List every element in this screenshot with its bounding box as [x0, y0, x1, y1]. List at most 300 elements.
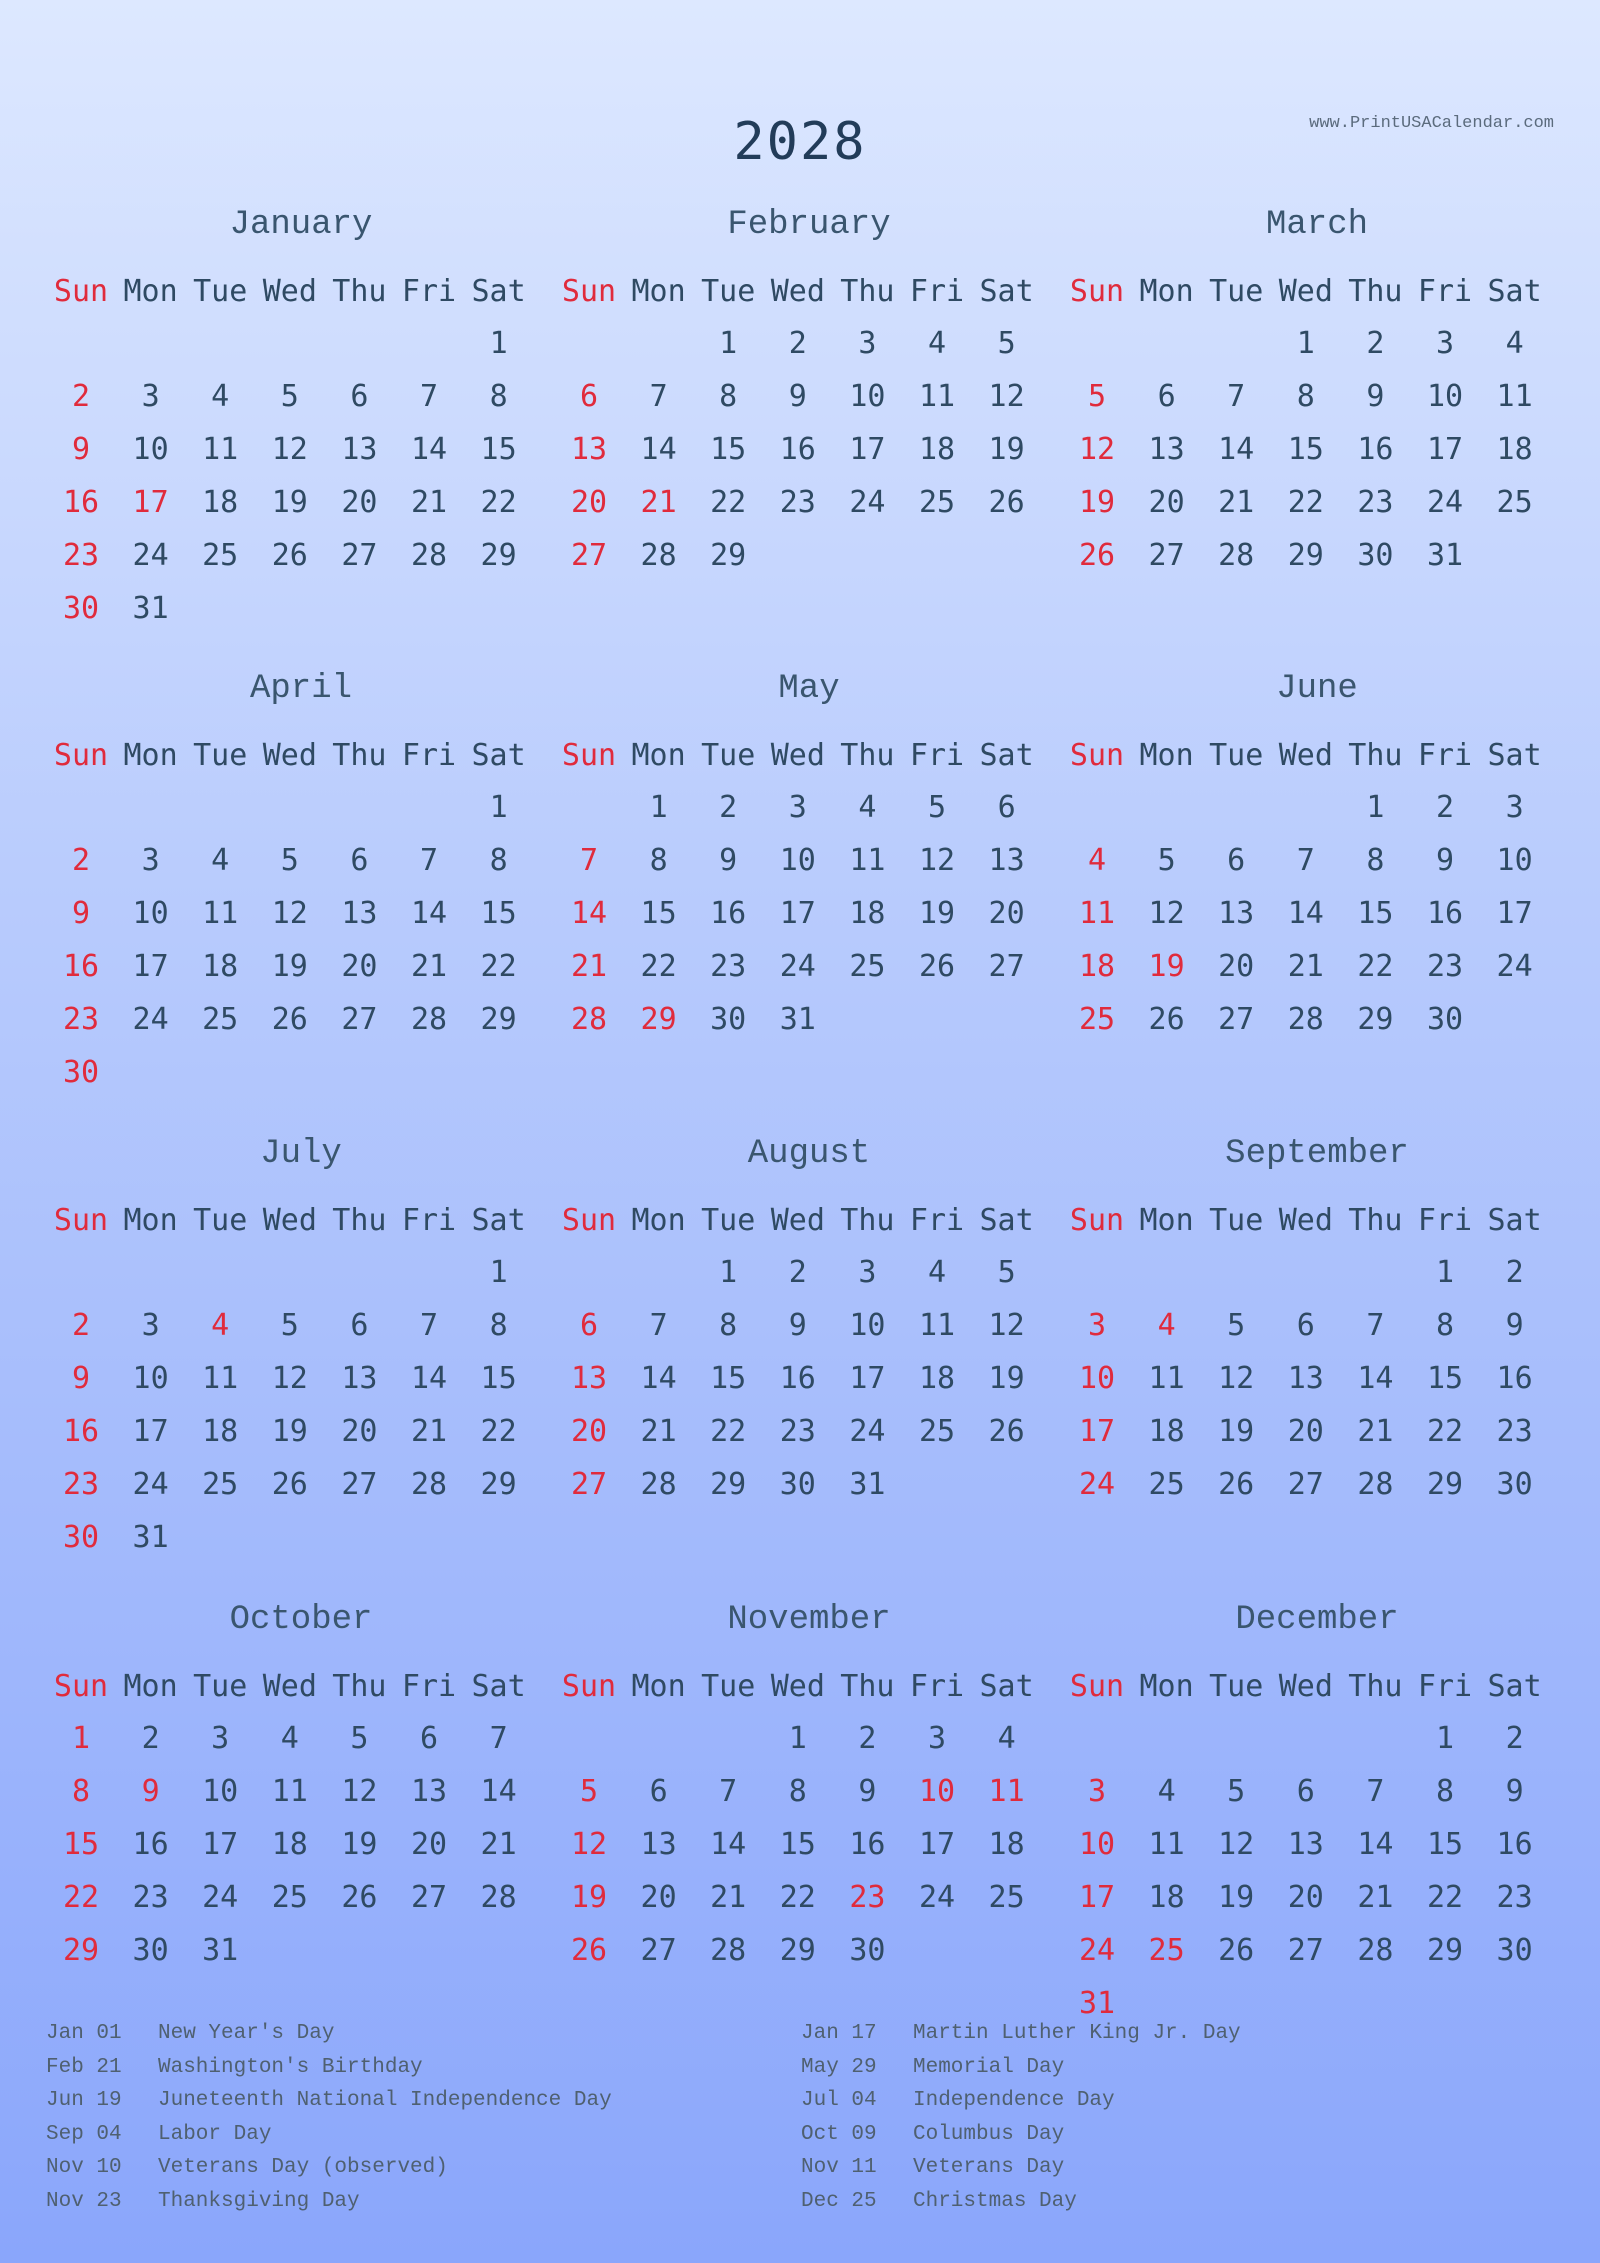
day-cell: 2 — [71, 843, 91, 878]
day-cell: 30 — [779, 1467, 816, 1502]
day-cell: 27 — [1287, 1467, 1324, 1502]
day-cell: 10 — [918, 1774, 956, 1809]
day-cell: 4 — [211, 1308, 230, 1343]
day-cell: 7 — [649, 1308, 668, 1343]
day-cell: 1 — [649, 790, 668, 825]
day-cell: 28 — [710, 1933, 747, 1968]
day-cell: 15 — [640, 896, 677, 931]
day-cell: 11 — [1148, 1361, 1185, 1396]
day-cell: 24 — [849, 1414, 886, 1449]
holiday-date: Jun 19 — [46, 2089, 122, 2113]
day-cell: 20 — [410, 1827, 448, 1862]
day-cell: 23 — [779, 1414, 816, 1449]
day-cell: 12 — [271, 432, 308, 467]
holiday-item — [46, 2089, 612, 2112]
weekday-header: Tue — [701, 738, 756, 773]
day-cell: 15 — [1426, 1827, 1464, 1862]
weekday-header: Mon — [1139, 1669, 1194, 1704]
day-cell: 29 — [480, 1002, 517, 1037]
month-name: August — [747, 1135, 871, 1173]
day-cell: 7 — [1227, 379, 1246, 414]
day-cell: 27 — [341, 1002, 378, 1037]
day-cell: 3 — [858, 1255, 877, 1290]
day-cell: 31 — [849, 1467, 886, 1502]
weekday-header: Sat — [1487, 1669, 1542, 1704]
day-cell: 17 — [1426, 432, 1464, 467]
weekday-header: Sun — [53, 1203, 109, 1238]
day-cell: 26 — [988, 1414, 1025, 1449]
day-cell: 7 — [1366, 1774, 1385, 1809]
day-cell: 16 — [779, 1361, 816, 1396]
day-cell: 18 — [1078, 949, 1116, 984]
day-cell: 16 — [849, 1827, 886, 1862]
day-cell: 24 — [1078, 1467, 1116, 1502]
day-cell: 25 — [1148, 1467, 1185, 1502]
weekday-header: Sat — [471, 1669, 526, 1704]
day-cell: 20 — [341, 485, 378, 520]
day-cell: 27 — [988, 949, 1025, 984]
day-cell: 11 — [918, 1308, 956, 1343]
holiday-date: Nov 11 — [801, 2156, 877, 2180]
day-cell: 24 — [1496, 949, 1533, 984]
day-cell: 13 — [341, 432, 378, 467]
day-cell: 19 — [271, 949, 308, 984]
day-cell: 3 — [1435, 326, 1455, 361]
day-cell: 23 — [132, 1880, 169, 1915]
day-cell: 3 — [927, 1721, 947, 1756]
day-cell: 3 — [141, 1308, 160, 1343]
weekday-header: Fri — [909, 274, 965, 309]
day-cell: 8 — [719, 379, 738, 414]
day-cell: 22 — [1357, 949, 1394, 984]
weekday-header: Sat — [1487, 274, 1542, 309]
day-cell: 27 — [341, 538, 378, 573]
weekday-header: Sat — [979, 738, 1034, 773]
day-cell: 10 — [849, 1308, 886, 1343]
holiday-name: Juneteenth National Independence Day — [158, 2089, 612, 2113]
day-cell: 10 — [1426, 379, 1464, 414]
day-cell: 28 — [1287, 1002, 1324, 1037]
day-cell: 1 — [71, 1721, 91, 1756]
day-cell: 7 — [719, 1774, 738, 1809]
day-cell: 1 — [719, 326, 738, 361]
day-cell: 22 — [480, 949, 517, 984]
day-cell: 6 — [1227, 843, 1246, 878]
day-cell: 22 — [480, 485, 517, 520]
holiday-date: Jan 17 — [801, 2022, 877, 2045]
day-cell: 25 — [1078, 1002, 1116, 1037]
day-cell: 25 — [849, 949, 886, 984]
day-cell: 26 — [570, 1933, 608, 1968]
day-cell: 19 — [1218, 1414, 1255, 1449]
day-cell: 11 — [1078, 896, 1116, 931]
day-cell: 29 — [710, 538, 747, 573]
day-cell: 19 — [1078, 485, 1116, 520]
weekday-header: Fri — [909, 1669, 965, 1704]
day-cell: 31 — [132, 591, 169, 626]
day-cell: 2 — [858, 1721, 877, 1756]
day-cell: 18 — [849, 896, 886, 931]
day-cell: 19 — [271, 1414, 308, 1449]
day-cell: 24 — [132, 538, 169, 573]
day-cell: 21 — [710, 1880, 747, 1915]
month-name: September — [1225, 1135, 1409, 1173]
day-cell: 28 — [410, 1002, 448, 1037]
day-cell: 8 — [1366, 843, 1385, 878]
day-cell: 26 — [1218, 1933, 1255, 1968]
day-cell: 6 — [997, 790, 1016, 825]
day-cell: 18 — [918, 432, 956, 467]
weekday-header: Thu — [840, 738, 895, 773]
day-cell: 25 — [1148, 1933, 1185, 1968]
day-cell: 17 — [132, 949, 169, 984]
weekday-header: Sun — [1069, 274, 1125, 309]
day-cell: 5 — [1087, 379, 1107, 414]
day-cell: 9 — [71, 896, 91, 931]
holiday-item — [46, 2156, 448, 2179]
day-cell: 11 — [849, 843, 886, 878]
day-cell: 8 — [489, 1308, 508, 1343]
day-cell: 8 — [489, 843, 508, 878]
day-cell: 20 — [1287, 1414, 1324, 1449]
day-cell: 10 — [1496, 843, 1533, 878]
day-cell: 21 — [1218, 485, 1255, 520]
weekday-header: Mon — [631, 274, 686, 309]
day-cell: 12 — [988, 1308, 1025, 1343]
day-cell: 26 — [1218, 1467, 1255, 1502]
weekday-header: Fri — [1417, 1203, 1473, 1238]
day-cell: 28 — [1357, 1467, 1394, 1502]
day-cell: 1 — [489, 326, 508, 361]
day-cell: 23 — [779, 485, 816, 520]
weekday-header: Wed — [262, 1669, 317, 1704]
day-cell: 22 — [640, 949, 677, 984]
day-cell: 14 — [410, 1361, 448, 1396]
day-cell: 14 — [410, 896, 448, 931]
day-cell: 7 — [1366, 1308, 1385, 1343]
day-cell: 14 — [640, 1361, 677, 1396]
day-cell: 31 — [202, 1933, 239, 1968]
day-cell: 7 — [579, 843, 599, 878]
day-cell: 24 — [918, 1880, 956, 1915]
weekday-header: Wed — [262, 1203, 317, 1238]
day-cell: 19 — [988, 1361, 1025, 1396]
day-cell: 12 — [1078, 432, 1116, 467]
holiday-item — [46, 2022, 334, 2045]
day-cell: 18 — [202, 1414, 239, 1449]
month-name: December — [1235, 1601, 1399, 1639]
weekday-header: Fri — [1417, 274, 1473, 309]
day-cell: 13 — [1287, 1827, 1324, 1862]
day-cell: 6 — [649, 1774, 668, 1809]
weekday-header: Sat — [979, 1669, 1034, 1704]
day-cell: 9 — [1435, 843, 1455, 878]
day-cell: 24 — [849, 485, 886, 520]
day-cell: 15 — [1287, 432, 1324, 467]
day-cell: 30 — [62, 1520, 100, 1555]
day-cell: 30 — [1357, 538, 1394, 573]
day-cell: 14 — [410, 432, 448, 467]
day-cell: 17 — [1496, 896, 1533, 931]
day-cell: 14 — [570, 896, 608, 931]
day-cell: 11 — [271, 1774, 308, 1809]
day-cell: 17 — [132, 1414, 169, 1449]
day-cell: 16 — [1496, 1361, 1533, 1396]
day-cell: 29 — [640, 1002, 677, 1037]
day-cell: 12 — [1218, 1361, 1255, 1396]
weekday-header: Sat — [979, 274, 1034, 309]
day-cell: 9 — [141, 1774, 160, 1809]
weekday-header: Sun — [561, 1203, 617, 1238]
day-cell: 27 — [640, 1933, 677, 1968]
day-cell: 20 — [1148, 485, 1185, 520]
holiday-item — [46, 2056, 423, 2079]
day-cell: 15 — [480, 896, 517, 931]
holiday-item — [801, 2056, 1064, 2079]
holiday-name: Independence Day — [913, 2089, 1115, 2113]
month-name: May — [778, 670, 840, 708]
weekday-header: Wed — [262, 738, 317, 773]
day-cell: 23 — [62, 538, 100, 573]
day-cell: 18 — [1148, 1880, 1185, 1915]
day-cell: 25 — [202, 1467, 239, 1502]
day-cell: 27 — [341, 1467, 378, 1502]
day-cell: 5 — [280, 379, 299, 414]
weekday-header: Thu — [332, 274, 387, 309]
day-cell: 11 — [202, 896, 239, 931]
month-name: November — [727, 1601, 891, 1639]
day-cell: 18 — [202, 949, 239, 984]
day-cell: 24 — [779, 949, 816, 984]
day-cell: 21 — [1357, 1880, 1394, 1915]
day-cell: 1 — [719, 1255, 738, 1290]
day-cell: 26 — [341, 1880, 378, 1915]
day-cell: 29 — [1357, 1002, 1394, 1037]
day-cell: 29 — [710, 1467, 747, 1502]
day-cell: 18 — [988, 1827, 1025, 1862]
month-name: April — [249, 670, 353, 708]
day-cell: 5 — [1157, 843, 1176, 878]
day-cell: 14 — [640, 432, 677, 467]
day-cell: 21 — [1357, 1414, 1394, 1449]
weekday-header: Sun — [1069, 738, 1125, 773]
day-cell: 23 — [1496, 1414, 1533, 1449]
weekday-header: Thu — [332, 738, 387, 773]
day-cell: 4 — [1157, 1774, 1176, 1809]
holiday-date: May 29 — [801, 2055, 877, 2079]
day-cell: 6 — [579, 1308, 599, 1343]
weekday-header: Fri — [401, 274, 457, 309]
day-cell: 13 — [640, 1827, 677, 1862]
weekday-header: Sat — [471, 738, 526, 773]
day-cell: 13 — [988, 843, 1025, 878]
day-cell: 20 — [341, 1414, 378, 1449]
weekday-header: Tue — [1209, 1203, 1264, 1238]
day-cell: 16 — [1496, 1827, 1533, 1862]
day-cell: 12 — [271, 1361, 308, 1396]
day-cell: 28 — [480, 1880, 517, 1915]
day-cell: 21 — [1287, 949, 1324, 984]
day-cell: 16 — [779, 432, 816, 467]
weekday-header: Fri — [1417, 1669, 1473, 1704]
day-cell: 6 — [1296, 1308, 1315, 1343]
day-cell: 4 — [997, 1721, 1016, 1756]
day-cell: 24 — [132, 1002, 169, 1037]
day-cell: 12 — [1218, 1827, 1255, 1862]
day-cell: 9 — [71, 432, 91, 467]
weekday-header: Tue — [701, 1669, 756, 1704]
day-cell: 30 — [849, 1933, 886, 1968]
weekday-header: Mon — [123, 274, 178, 309]
day-cell: 21 — [570, 949, 608, 984]
day-cell: 17 — [849, 1361, 886, 1396]
day-cell: 27 — [1148, 538, 1185, 573]
day-cell: 22 — [710, 485, 747, 520]
day-cell: 27 — [1218, 1002, 1255, 1037]
day-cell: 15 — [779, 1827, 816, 1862]
day-cell: 18 — [271, 1827, 308, 1862]
day-cell: 19 — [341, 1827, 378, 1862]
day-cell: 2 — [788, 1255, 807, 1290]
day-cell: 18 — [1148, 1414, 1185, 1449]
day-cell: 30 — [1496, 1933, 1533, 1968]
day-cell: 23 — [1496, 1880, 1533, 1915]
holiday-item — [801, 2123, 1064, 2146]
day-cell: 9 — [788, 379, 807, 414]
weekday-header: Thu — [332, 1669, 387, 1704]
weekday-header: Wed — [770, 1669, 825, 1704]
weekday-header: Mon — [631, 1203, 686, 1238]
day-cell: 10 — [1078, 1361, 1116, 1396]
day-cell: 1 — [489, 790, 508, 825]
website-url: www.PrintUSACalendar.com — [1309, 114, 1554, 133]
weekday-header: Tue — [1209, 274, 1264, 309]
weekday-header: Thu — [1348, 274, 1403, 309]
day-cell: 18 — [918, 1361, 956, 1396]
day-cell: 3 — [788, 790, 807, 825]
month-name: October — [229, 1601, 373, 1639]
day-cell: 30 — [1496, 1467, 1533, 1502]
day-cell: 13 — [570, 432, 608, 467]
weekday-header: Mon — [123, 1669, 178, 1704]
day-cell: 20 — [570, 1414, 608, 1449]
weekday-header: Mon — [123, 1203, 178, 1238]
holiday-name: Veterans Day (observed) — [158, 2156, 448, 2180]
weekday-header: Fri — [909, 1203, 965, 1238]
day-cell: 4 — [1505, 326, 1524, 361]
day-cell: 5 — [350, 1721, 369, 1756]
day-cell: 9 — [71, 1361, 91, 1396]
year-title: 2028 — [733, 112, 867, 172]
day-cell: 4 — [858, 790, 877, 825]
day-cell: 16 — [1357, 432, 1394, 467]
day-cell: 6 — [350, 1308, 369, 1343]
day-cell: 6 — [1296, 1774, 1315, 1809]
day-cell: 2 — [1505, 1255, 1524, 1290]
holiday-name: Labor Day — [158, 2122, 272, 2146]
day-cell: 10 — [202, 1774, 239, 1809]
day-cell: 13 — [410, 1774, 448, 1809]
weekday-header: Sat — [471, 1203, 526, 1238]
weekday-header: Tue — [1209, 738, 1264, 773]
day-cell: 15 — [710, 432, 747, 467]
day-cell: 8 — [788, 1774, 807, 1809]
holiday-date: Dec 25 — [801, 2190, 877, 2213]
day-cell: 17 — [918, 1827, 956, 1862]
day-cell: 5 — [997, 326, 1016, 361]
day-cell: 25 — [1496, 485, 1533, 520]
day-cell: 27 — [570, 1467, 608, 1502]
day-cell: 16 — [62, 1414, 100, 1449]
day-cell: 13 — [1148, 432, 1185, 467]
holiday-item — [801, 2089, 1115, 2112]
day-cell: 28 — [640, 1467, 677, 1502]
day-cell: 8 — [649, 843, 668, 878]
weekday-header: Tue — [193, 1203, 248, 1238]
day-cell: 30 — [62, 1055, 100, 1090]
day-cell: 9 — [1505, 1308, 1524, 1343]
day-cell: 30 — [62, 591, 100, 626]
day-cell: 12 — [988, 379, 1025, 414]
weekday-header: Sun — [53, 1669, 109, 1704]
weekday-header: Mon — [1139, 274, 1194, 309]
day-cell: 20 — [341, 949, 378, 984]
day-cell: 20 — [1218, 949, 1255, 984]
weekday-header: Thu — [1348, 738, 1403, 773]
day-cell: 22 — [1287, 485, 1324, 520]
weekday-header: Tue — [1209, 1669, 1264, 1704]
day-cell: 14 — [1357, 1827, 1394, 1862]
holiday-date: Nov 23 — [46, 2190, 122, 2213]
day-cell: 13 — [1218, 896, 1255, 931]
day-cell: 3 — [1505, 790, 1524, 825]
day-cell: 3 — [1087, 1774, 1107, 1809]
weekday-header: Tue — [193, 738, 248, 773]
day-cell: 4 — [1157, 1308, 1176, 1343]
day-cell: 17 — [779, 896, 816, 931]
day-cell: 6 — [350, 843, 369, 878]
day-cell: 10 — [779, 843, 816, 878]
day-cell: 5 — [1227, 1308, 1246, 1343]
day-cell: 19 — [988, 432, 1025, 467]
day-cell: 2 — [71, 379, 91, 414]
day-cell: 2 — [1435, 790, 1455, 825]
day-cell: 25 — [271, 1880, 308, 1915]
day-cell: 11 — [202, 432, 239, 467]
day-cell: 5 — [280, 1308, 299, 1343]
weekday-header: Sun — [53, 274, 109, 309]
day-cell: 7 — [419, 843, 439, 878]
day-cell: 29 — [1287, 538, 1324, 573]
day-cell: 12 — [271, 896, 308, 931]
weekday-header: Mon — [1139, 1203, 1194, 1238]
day-cell: 21 — [410, 949, 448, 984]
holiday-name: Martin Luther King Jr. Day — [913, 2022, 1241, 2045]
day-cell: 7 — [1296, 843, 1315, 878]
day-cell: 23 — [62, 1002, 100, 1037]
day-cell: 14 — [1287, 896, 1324, 931]
day-cell: 23 — [62, 1467, 100, 1502]
day-cell: 8 — [1296, 379, 1315, 414]
day-cell: 9 — [1505, 1774, 1524, 1809]
day-cell: 5 — [280, 843, 299, 878]
month-name: February — [727, 206, 891, 244]
day-cell: 1 — [1296, 326, 1315, 361]
day-cell: 4 — [927, 1255, 947, 1290]
day-cell: 22 — [480, 1414, 517, 1449]
day-cell: 9 — [788, 1308, 807, 1343]
day-cell: 4 — [1087, 843, 1107, 878]
